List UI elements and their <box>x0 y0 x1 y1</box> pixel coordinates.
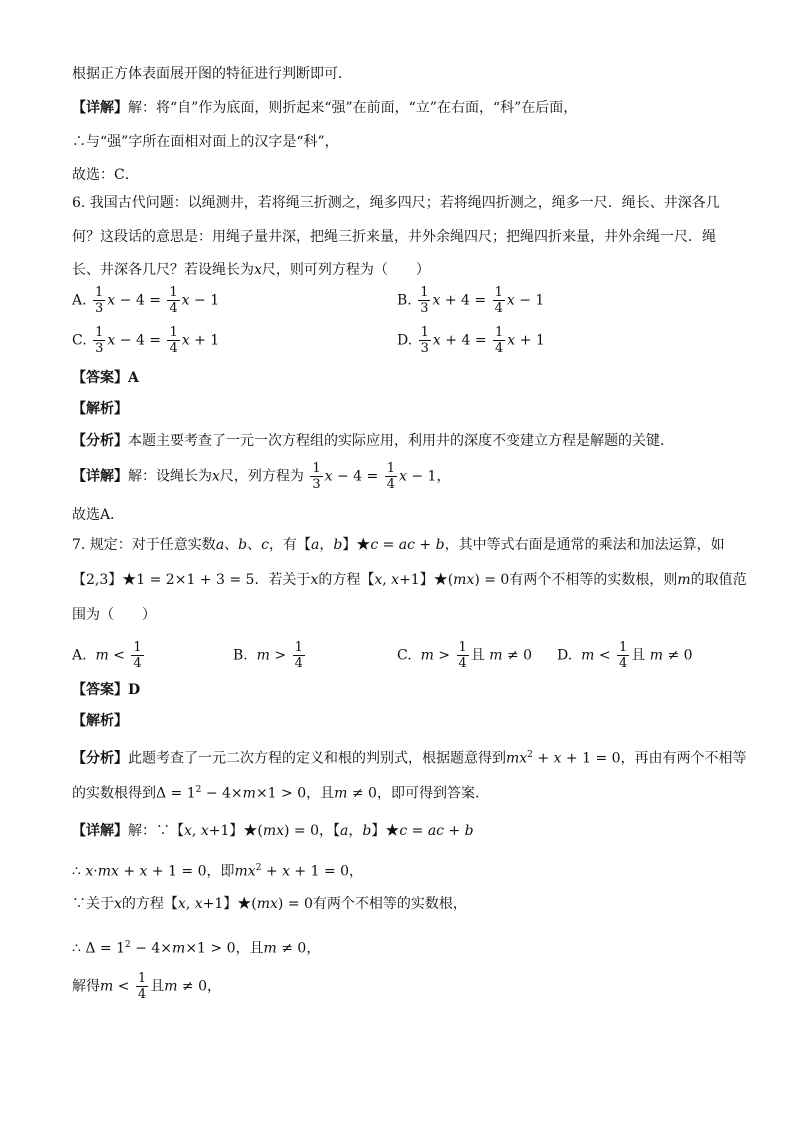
section-tag: 【详解】 <box>72 100 128 116</box>
text-line: ∴ x·mx + x + 1 = 0，即$mx^2 + x + 1 = 0$， <box>72 863 364 880</box>
text-line: 解得m < $\frac{1}{4}$ 且m ≠ 0， <box>72 971 222 1002</box>
text-line: 【分析】本题主要考查了一元一次方程组的实际应用，利用井的深度不变建立方程是解题的关键． <box>72 433 674 449</box>
question-6-text: 何？这段话的意思是：用绳子量井深，把绳三折来量，井外余绳四尺；把绳四折来量，井外余绳一尺．绳 <box>72 229 716 245</box>
option-a[interactable]: A. m < $\frac{1}{4}$ <box>72 640 142 671</box>
text-line: 【详解】解：将“自”作为底面，则折起来“强”在前面，“立”在右面，“科”在后面， <box>72 100 578 116</box>
option-d[interactable]: D. $\frac{1}{3}$ x + 4 = $\frac{1}{4}$ x + 1 <box>397 325 545 356</box>
option-b[interactable]: B. $\frac{1}{3}$ x + 4 = $\frac{1}{4}$ x − 1 <box>397 285 545 316</box>
text-line: ∴ $\Delta = 1^2 - 4\times m\times 1 > 0$，且m ≠ 0， <box>72 940 321 957</box>
text-line: ∵关于x的方程【x, x+1】★(mx) = 0有两个不相等的实数根， <box>72 896 467 912</box>
answer-label: 【答案】A <box>72 370 139 386</box>
analysis-label: 【解析】 <box>72 713 128 729</box>
text-line: 【分析】此题考查了一元二次方程的定义和根的判别式，根据题意得到$mx^2 + x + 1 = 0$，再由有两个不相等 <box>72 750 747 767</box>
text-line: 【详解】解：∵【x, x+1】★(mx) = 0，【a，b】★c = ac + b <box>72 823 474 839</box>
analysis-label: 【解析】 <box>72 401 128 417</box>
text-line: 根据正方体表面展开图的特征进行判断即可． <box>72 66 352 82</box>
question-7-text: 【2,3】★1 = 2×1 + 3 = 5．若关于x的方程【x, x+1】★(mx) = 0有两个不相等的实数根，则m的取值范 <box>72 572 747 588</box>
option-b[interactable]: B. m > $\frac{1}{4}$ <box>233 640 303 671</box>
text-line: 故选A． <box>72 507 125 523</box>
option-c[interactable]: C. $\frac{1}{3}$ x − 4 = $\frac{1}{4}$ x + 1 <box>72 325 220 356</box>
text-line: 的实数根得到$\Delta = 1^2 - 4\times m\times 1 > 0$，且m ≠ 0，即可得到答案. <box>72 785 480 802</box>
answer-label: 【答案】D <box>72 682 141 698</box>
option-c[interactable]: C. m > $\frac{1}{4}$ 且 m ≠ 0 <box>397 640 533 671</box>
option-d[interactable]: D. m < $\frac{1}{4}$ 且 m ≠ 0 <box>557 640 693 671</box>
text-line: 故选：C． <box>72 167 139 183</box>
question-7-text: 围为（ ） <box>72 607 156 623</box>
text-line: 【详解】解：设绳长为x尺，列方程为 $\frac{1}{3}$ x − 4 = $\frac{1}{4}$ x − 1， <box>72 461 451 492</box>
option-a[interactable]: A. $\frac{1}{3}$ x − 4 = $\frac{1}{4}$ x − 1 <box>72 285 220 316</box>
question-7-text: 7. 规定：对于任意实数a、b、c，有【a，b】★c = ac + b，其中等式右面是通常的乘法和加法运算，如 <box>72 537 725 553</box>
text-line: ∴与“强”字所在面相对面上的汉字是“科”， <box>72 134 339 150</box>
question-6-text: 长、井深各几尺？若设绳长为x尺，则可列方程为（ ） <box>72 262 430 278</box>
question-6-text: 6. 我国古代问题：以绳测井，若将绳三折测之，绳多四尺；若将绳四折测之，绳多一尺．绳长、井深各几 <box>72 195 720 211</box>
